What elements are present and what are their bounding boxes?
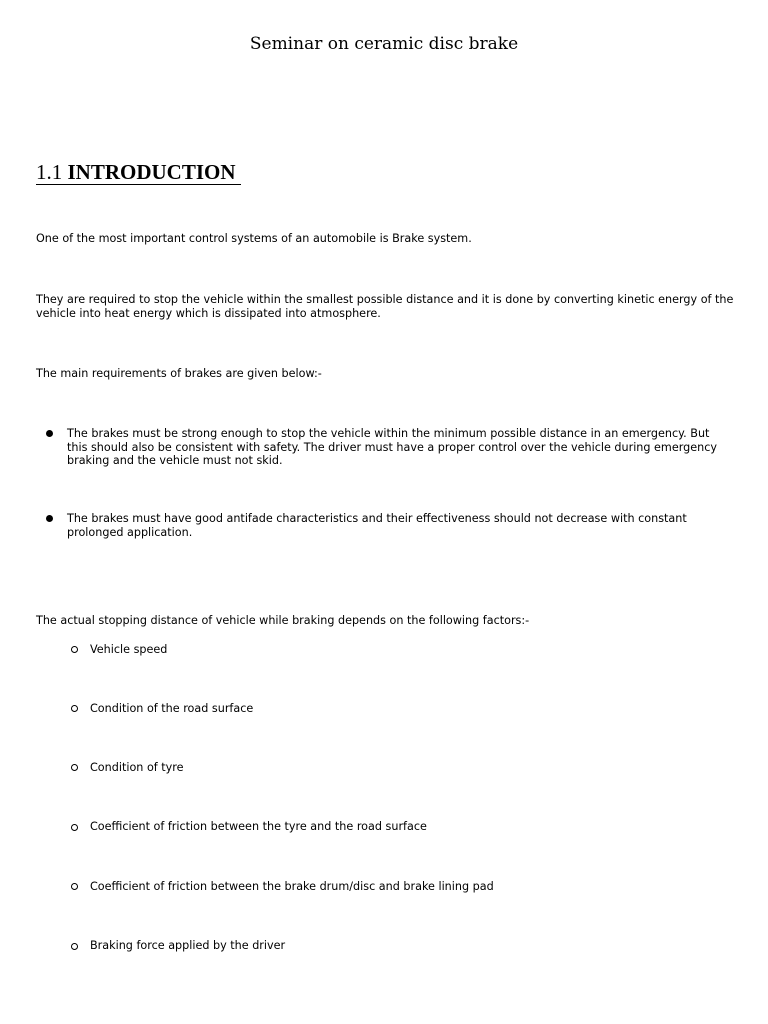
factor-item: Braking force applied by the driver [90, 939, 286, 952]
section-number: 1.1 [36, 160, 63, 184]
bullet-circle-icon [71, 646, 78, 653]
paragraph: The main requirements of brakes are given below:- [36, 367, 322, 380]
bullet-circle-icon [71, 764, 78, 771]
bullet-circle-icon [71, 943, 78, 950]
bullet-dot-icon [46, 430, 53, 437]
bullet-dot-icon [46, 515, 53, 522]
factor-item: Condition of tyre [90, 761, 184, 774]
factor-item: Coefficient of friction between the brake drum/disc and brake lining pad [90, 880, 494, 893]
section-heading [36, 160, 241, 185]
factor-item: Vehicle speed [90, 643, 168, 656]
requirement-item: The brakes must be strong enough to stop the vehicle within the minimum possible distance in an emergency. But this should also be consistent with safety. The driver must have a proper control over the vehicle during emergency braking and the vehicle must not skid. [67, 427, 717, 467]
bullet-circle-icon [71, 883, 78, 890]
section-title: INTRODUCTION [67, 160, 236, 184]
page-header: Seminar on ceramic disc brake [249, 34, 519, 54]
requirement-item: The brakes must have good antifade characteristics and their effectiveness should not decrease with constant prolonged application. [67, 512, 687, 539]
bullet-circle-icon [71, 705, 78, 712]
factor-item: Coefficient of friction between the tyre and the road surface [90, 820, 427, 833]
factor-item: Condition of the road surface [90, 702, 254, 715]
paragraph: They are required to stop the vehicle within the smallest possible distance and it is done by converting kinetic energy of the vehicle into heat energy which is dissipated into atmosphere. [36, 293, 734, 320]
paragraph: The actual stopping distance of vehicle while braking depends on the following factors:- [36, 614, 530, 627]
bullet-circle-icon [71, 824, 78, 831]
paragraph: One of the most important control systems of an automobile is Brake system. [36, 232, 472, 245]
